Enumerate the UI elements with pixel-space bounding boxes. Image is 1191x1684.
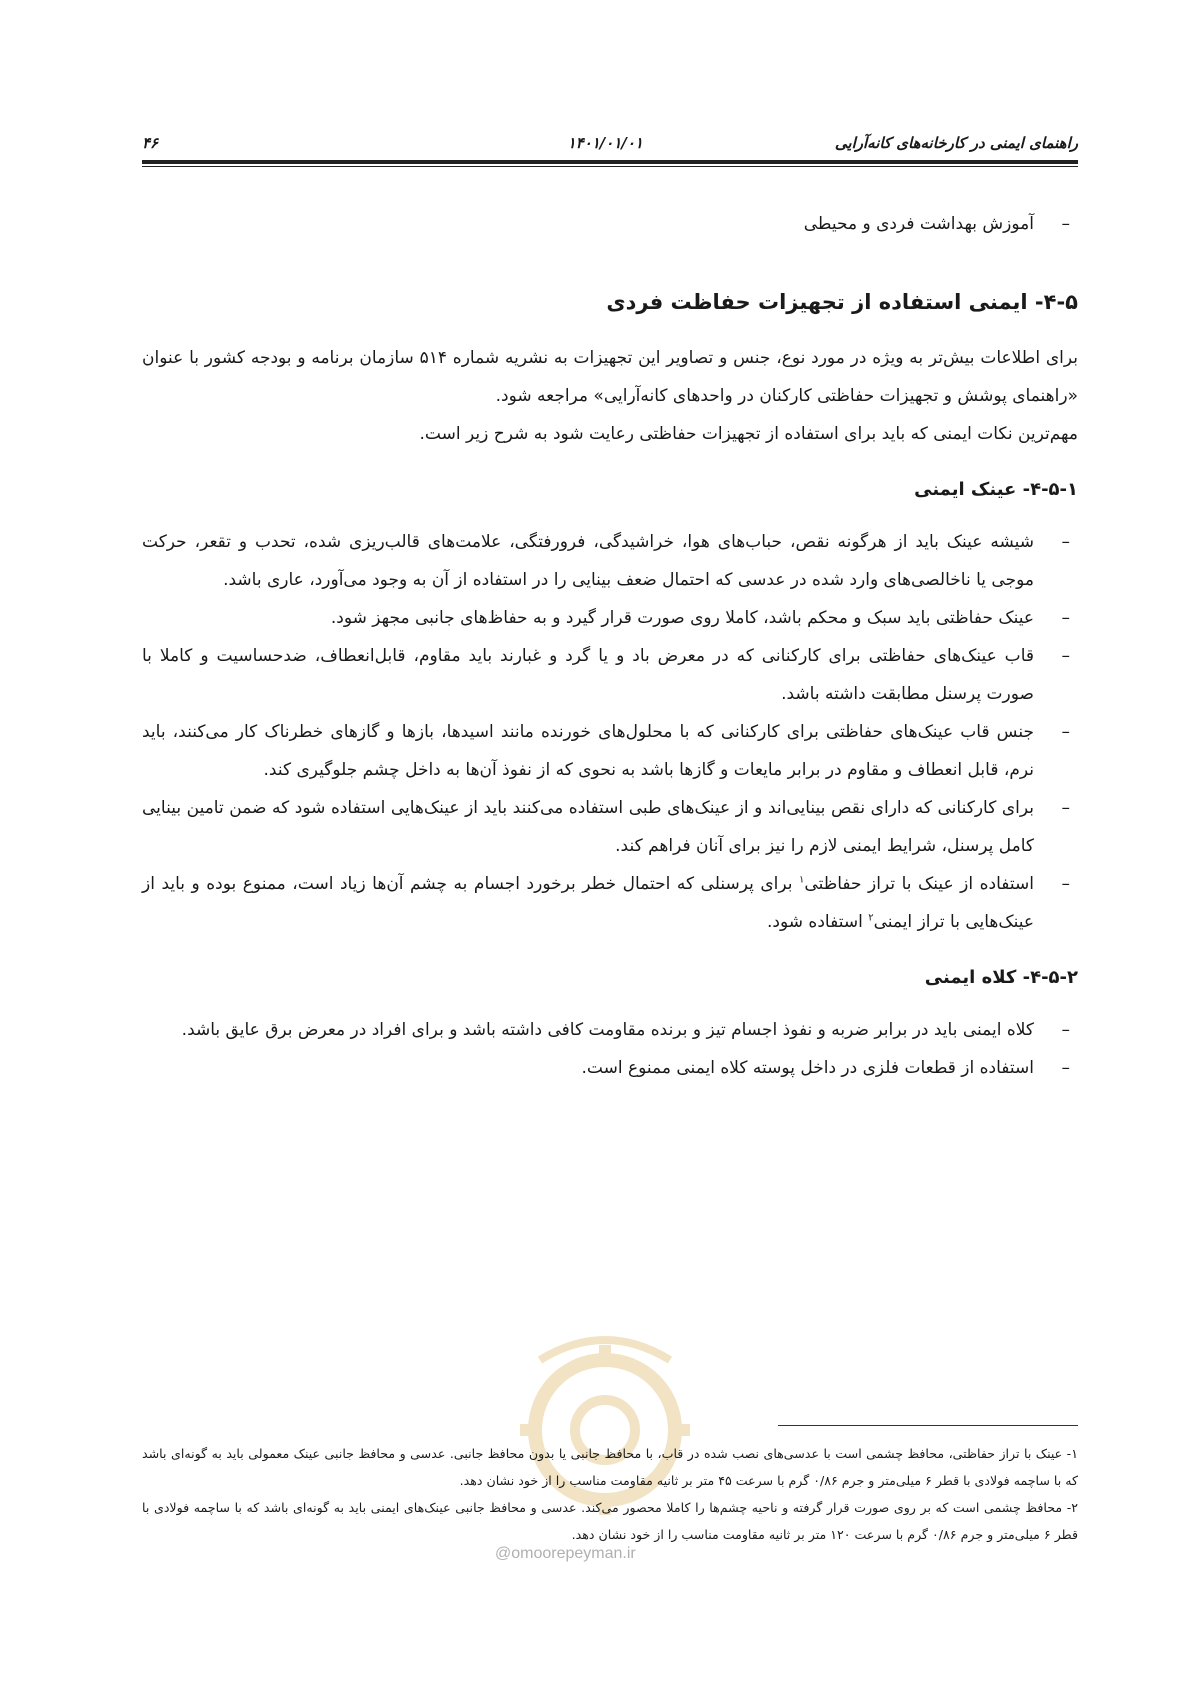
section-heading-4-5-1: ۴-۵-۱- عینک ایمنی: [914, 479, 1078, 500]
bullet-dash: –: [1061, 1020, 1070, 1040]
text-run: استفاده از عینک با تراز حفاظتی: [804, 874, 1034, 894]
list-item-text: کلاه ایمنی باید در برابر ضربه و نفوذ اجسام تیز و برنده مقاومت کافی داشته باشد و برای افراد در معرض برق عایق باشد.: [181, 1020, 1034, 1040]
paragraph: برای اطلاعات بیش‌تر به ویژه در مورد نوع، جنس و تصاویر این تجهیزات به نشریه شماره ۵۱۴ سازمان برنامه و بودجه کشور با عنوان «راهنمای پوشش و تجهیزات حفاظتی کارکنان در واحدهای کانه‌آرایی» مراجعه شود.: [142, 348, 1078, 406]
section-heading-4-5: ۴-۵- ایمنی استفاده از تجهیزات حفاظت فردی: [606, 290, 1078, 314]
list-item-text: برای کارکنانی که دارای نقص بینایی‌اند و از عینک‌های طبی استفاده می‌کنند باید از عینک‌هایی استفاده شود که ضمن تامین بینایی کامل پرسنل، شرایط ایمنی لازم را نیز برای آنان فراهم کند.: [142, 798, 1034, 856]
paragraph: مهم‌ترین نکات ایمنی که باید برای استفاده از تجهیزات حفاظتی رعایت شود به شرح زیر است.: [419, 424, 1078, 444]
list-item: [142, 205, 1078, 243]
bullet-dash: –: [1061, 214, 1070, 234]
header-title: راهنمای ایمنی در کارخانه‌های کانه‌آرایی: [834, 134, 1078, 152]
bullet-dash: –: [1061, 532, 1070, 552]
page-body: [142, 205, 1078, 1087]
list-item: [142, 1049, 1078, 1087]
bullet-dash: –: [1061, 874, 1070, 894]
list-item: [142, 789, 1078, 865]
bullet-dash: –: [1061, 1058, 1070, 1078]
header-date: ۱۴۰۱/۰۱/۰۱: [567, 134, 643, 152]
footnote-ref-2[interactable]: ۲: [868, 912, 874, 924]
footnotes: [142, 1440, 1078, 1548]
section-heading-4-5-2: ۴-۵-۲- کلاه ایمنی: [924, 967, 1078, 988]
list-item-text: آموزش بهداشت فردی و محیطی: [803, 214, 1034, 234]
footnote-1: ۱- عینک با تراز حفاظتی، محافظ چشمی است با عدسی‌های نصب شده در قاب، با محافظ جانبی یا بدون محافظ جانبی. عدسی و محافظ جانبی عینک معمولی باید به گونه‌ای باشد که با ساچمه فولادی با قطر ۶ میلی‌متر و جرم ۰/۸۶ گرم با سرعت ۴۵ متر بر ثانیه مقاومت مناسب را از خود نشان دهد.: [142, 1446, 1078, 1488]
list-item-text: استفاده از قطعات فلزی در داخل پوسته کلاه ایمنی ممنوع است.: [581, 1058, 1034, 1078]
footnote-ref-1[interactable]: ۱: [799, 874, 805, 886]
page-header: [142, 130, 1078, 160]
list-item: [142, 865, 1078, 941]
list-item-text: عینک حفاظتی باید سبک و محکم باشد، کاملا روی صورت قرار گیرد و به حفاظ‌های جانبی مجهز شود.: [330, 608, 1034, 628]
list-item-text: [142, 874, 1034, 932]
bullet-dash: –: [1061, 646, 1070, 666]
list-item-text: قاب عینک‌های حفاظتی برای کارکنانی که در معرض باد و یا گرد و غبارند باید مقاوم، قابل‌انعطاف، ضدحساسیت و کاملا با صورت پرسنل مطابقت داشته باشد.: [142, 646, 1034, 704]
text-run: استفاده شود.: [767, 912, 869, 932]
bullet-dash: –: [1061, 798, 1070, 818]
watermark-text: @omoorepeyman.ir: [495, 1545, 636, 1562]
list-item: [142, 1011, 1078, 1049]
list-item: [142, 599, 1078, 637]
footnote-2: ۲- محافظ چشمی است که بر روی صورت قرار گرفته و ناحیه چشم‌ها را کاملا محصور می‌کند. عدسی و محافظ جانبی عینک‌های ایمنی باید به گونه‌ای باشد که با ساچمه فولادی با قطر ۶ میلی‌متر و جرم ۰/۸۶ گرم با سرعت ۱۲۰ متر بر ثانیه مقاومت مناسب را از خود نشان دهد.: [142, 1500, 1078, 1542]
list-item-text: جنس قاب عینک‌های حفاظتی برای کارکنانی که با محلول‌های خورنده مانند اسیدها، بازها و گازهای خطرناک کار می‌کنند، باید نرم، قابل انعطاف و مقاوم در برابر مایعات و گازها باشد به نحوی که از نفوذ آن‌ها به داخل چشم جلوگیری کند.: [142, 722, 1034, 780]
list-item: [142, 637, 1078, 713]
bullet-dash: –: [1061, 608, 1070, 628]
list-item: [142, 713, 1078, 789]
bullet-dash: –: [1061, 722, 1070, 742]
page-number: ۴۶: [142, 134, 159, 152]
list-item: [142, 523, 1078, 599]
footnote-rule: [778, 1425, 1078, 1426]
header-rule: [142, 160, 1078, 167]
text-run: برای پرسنلی که احتمال خطر برخورد اجسام به چشم آن‌ها زیاد است، ممنوع بوده و باید از عینک‌هایی با تراز ایمنی: [142, 874, 1034, 932]
list-item-text: شیشه عینک باید از هرگونه نقص، حباب‌های هوا، خراشیدگی، فرورفتگی، علامت‌های قالب‌ریزی شده، تحدب و تقعر، حرکت موجی یا ناخالصی‌های وارد شده در عدسی که احتمال ضعف بینایی را در استفاده از آن به وجود می‌آورد، عاری باشد.: [142, 532, 1034, 590]
